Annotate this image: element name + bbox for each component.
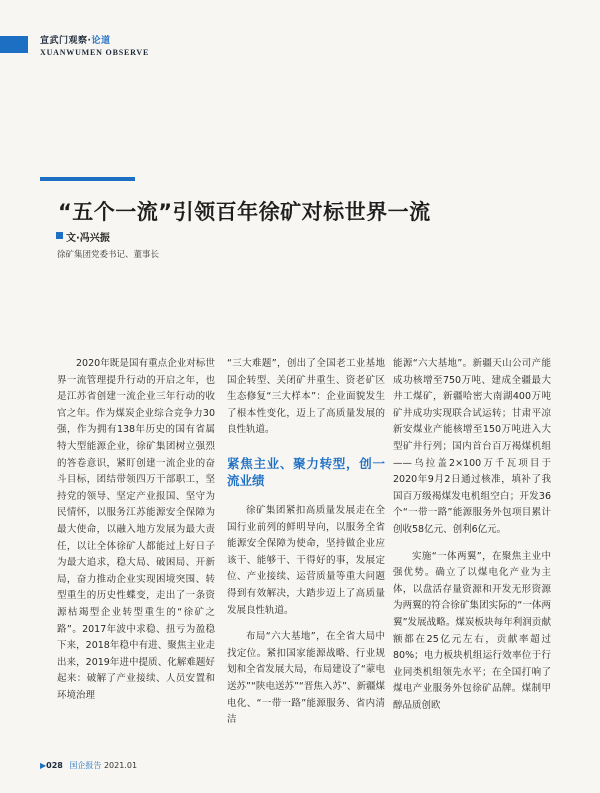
paragraph: 能源“六大基地”。新疆天山公司产能成功核增至750万吨、建成全疆最大井工煤矿，新疆哈密大南湖400万吨矿井成功实现联合试运转；甘肃平凉新安煤业产能核增至150万吨进入大型矿井行列；国内首台百万褐煤机组——乌拉盖2×100万千瓦项目于2020年9月2日通过核准，填补了我国百万级褐煤发电机组空白；开发36个“一带一路”能源服务外包项目累计创收58亿元、创利6亿元。	[393, 358, 551, 535]
issue-date: 2021.01	[103, 761, 138, 770]
section-header	[40, 33, 149, 57]
section-subheading: 紧焦主业、聚力转型，创一流业绩	[227, 455, 385, 488]
author-role: 徐矿集团党委书记、董事长	[57, 250, 160, 260]
paragraph: “三大难题”，创出了全国老工业基地国企转型、关闭矿井重生、资老矿区生态修复“三大样本”：企业面貌发生了根本性变化，迈上了高质量发展的良性轨道。	[227, 358, 385, 436]
article-author: 文·冯兴振	[66, 233, 110, 244]
section-separator: ·	[87, 36, 92, 46]
page-arrow-icon: ▶	[40, 761, 47, 770]
body-column-2	[227, 356, 385, 729]
page-footer	[40, 760, 137, 771]
section-tag: 论道	[91, 36, 111, 46]
section-title	[40, 33, 149, 46]
body-column-3	[393, 356, 551, 714]
header-accent-bar	[0, 36, 28, 53]
section-title-en: XUANWUMEN OBSERVE	[40, 48, 150, 57]
title-accent-rule	[40, 177, 135, 181]
paragraph: 实施“一体两翼”，在聚焦主业中强优势。确立了以煤电化产业为主体，以盘活存量资源和开发无形资源为两翼的符合徐矿集团实际的“一体两翼”发展战略。煤炭板块每年利润贡献额都在25亿元左右，贡献率超过80%；电力板块机组运行效率位于行业同类机组领先水平；在全国打响了煤电产业服务外包徐矿品牌。煤制甲醇品质创欧	[393, 550, 551, 711]
paragraph: 徐矿集团紧扣高质量发展走在全国行业前列的鲜明导向，以服务全省能源安全保障为使命，坚持做企业应该干、能够干、干得好的事，发展定位、产业接续、运营质量等重大问题得到有效解决，大踏步迈上了高质量发展良性轨道。	[227, 504, 385, 616]
paragraph: 布局“六大基地”，在全省大局中找定位。紧扣国家能源战略、行业规划和全省发展大局，布局建设了“蒙电送苏”“陕电送苏”“晋焦入苏”、新疆煤电化、“一带一路”能源服务、省内清洁	[227, 631, 385, 726]
author-marker	[56, 232, 63, 239]
magazine-name: 国企报告	[69, 761, 102, 770]
page-number: 028	[46, 761, 63, 770]
body-column-1	[57, 356, 215, 704]
section-prefix: 宣武门观察	[40, 36, 88, 46]
article-title: “五个一流”引领百年徐矿对标世界一流	[58, 200, 431, 224]
paragraph: 2020年既是国有重点企业对标世界一流管理提升行动的开启之年，也是江苏省创建一流企业三年行动的收官之年。作为煤炭企业综合竞争力30强，作为拥有138年历史的国有省属特大型能源企业，徐矿集团树立强烈的答卷意识，紧盯创建一流企业的奋斗目标，团结带领四万干部职工，坚持党的领导、坚定产业报国、坚守为民情怀，以服务江苏能源安全保障为最大使命，以融入地方发展为最大责任，以让全体徐矿人都能过上好日子为最大追求，稳大局、破困局、开新局，奋力推动企业实现困境突围、转型重生的历史性蝶变，走出了一条资源枯竭型企业转型重生的“徐矿之路”。2017年波中求稳、扭亏为盈稳下来，2018年稳中有进、聚焦主业走出来，2019年进中提质、化解难题好起来：破解了产业接续、人员安置和环境治理	[57, 358, 215, 701]
